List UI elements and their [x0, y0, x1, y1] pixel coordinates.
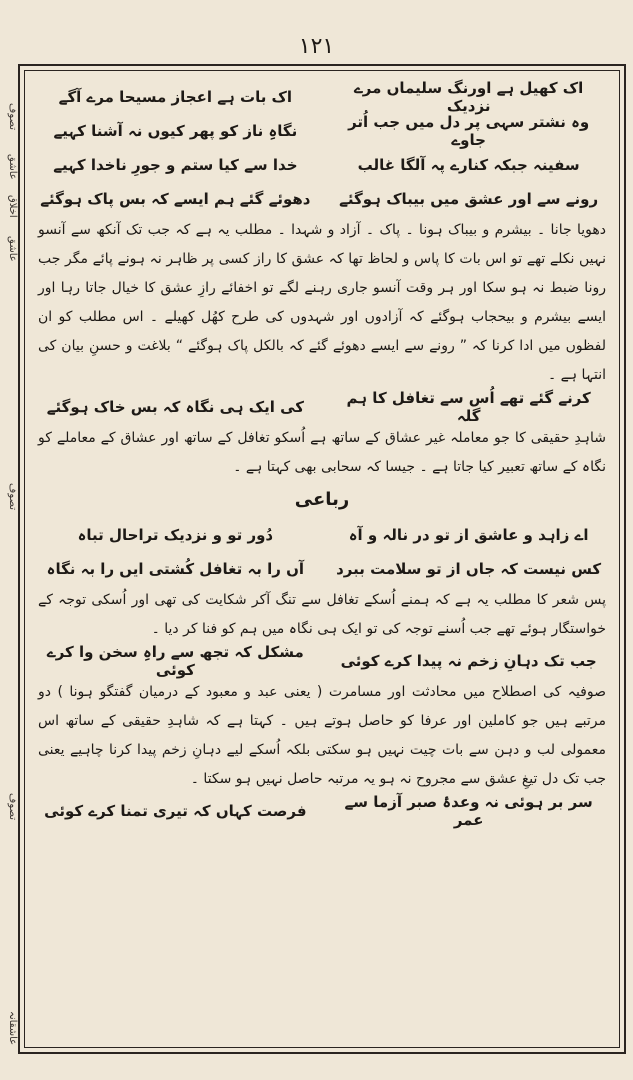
couplet: [34, 80, 610, 114]
rubai-heading: رباعی: [294, 489, 350, 510]
misra-right: وہ نشتر سہی پر دل میں جب اُتر جاوے: [348, 113, 590, 149]
misra-right: سر بر ہوئی نہ وعدۂ صبر آزما سے عمر: [344, 793, 593, 829]
misra-right: کرنے گئے تھے اُس سے تغافل کا ہم گلہ: [346, 389, 591, 425]
misra-left: آں را بہ تغافل کُشتی ایں را بہ نگاہ: [46, 560, 305, 578]
margin-note: تصوف: [7, 483, 18, 510]
margin-note: تصوف: [7, 793, 18, 820]
rubai-line: [34, 552, 610, 586]
margin-note: عاشقانہ: [7, 1010, 18, 1045]
misra-left: کی ایک ہی نگاہ کہ بس خاک ہوگئے: [46, 398, 305, 416]
misra-left: دُور تو و نزدیک تراحال تباہ: [77, 526, 274, 544]
couplet: [34, 148, 610, 182]
misra-right: کس نیست کہ جاں از تو سلامت ببرد: [336, 560, 602, 578]
commentary-paragraph: دھویا جانا ۔ بیشرم و بیباک ہونا ۔ پاک ۔ آزاد و شہدا ۔ مطلب یہ ہے کہ جب تک آنکھ سے آنسو نہیں نکلے تھے تو اس بات کا پاس و لحاظ تھا کہ عشق کا راز کسی پر ظاہر نہ ہونے پائے مگر جب رونا ضبط نہ ہو سکا اور ہر وقت آنسو جاری رہنے لگے تو اخفائے رازِ عشق کا خیال جاتا رہا اور ایسے بیشرم و بیحجاب ہوگئے کہ آزادوں اور شہدوں کی طرح کھُل کھیلے ۔ اس مطلب کو ان لفظوں میں ادا کرنا کہ ” رونے سے ایسے دھوئے گئے کہ بالکل پاک ہوگئے “ بلاغت و حسنِ بیان کی انتہا ہے ۔: [38, 222, 606, 383]
commentary-paragraph: شاہدِ حقیقی کا جو معاملہ غیر عشاق کے ساتھ ہے اُسکو تغافل کے ساتھ اور عشاق کے معاملے کو نگاہ کے ساتھ تعبیر کیا جاتا ہے ۔ جیسا کہ سحابی بھی کہتا ہے ۔: [38, 430, 606, 475]
misra-left: اک بات ہے اعجاز مسیحا مرے آگے: [58, 88, 293, 106]
couplet: [34, 794, 610, 828]
misra-left: خدا سے کیا ستم و جورِ ناخدا کہیے: [53, 156, 298, 174]
misra-right: رونے سے اور عشق میں بیباک ہوگئے: [339, 190, 599, 208]
page-content: [34, 80, 610, 1040]
misra-right: جب تک دہانِ زخم نہ پیدا کرے کوئی: [340, 652, 597, 670]
margin-note: تصوف: [7, 103, 18, 130]
margin-note: اخلاق: [7, 195, 18, 218]
misra-left: فرصت کہاں کہ تیری تمنا کرے کوئی: [44, 802, 307, 820]
misra-right: اک کھیل ہے اورنگ سلیماں مرے نزدیک: [353, 79, 584, 115]
page-number: ۱۲۱: [298, 34, 335, 59]
misra-right: سفینہ جبکہ کنارے پہ آلگا غالب: [357, 156, 580, 174]
commentary-paragraph: پس شعر کا مطلب یہ ہے کہ ہمنے اُسکے تغافل سے تنگ آکر شکایت کی تھی اور اُسکی توجہ کے خواستگار ہوئے تھے جب اُسنے توجہ کی تو ایک ہی نگاہ میں ہم کو فنا کر دیا ۔: [38, 592, 606, 637]
margin-note: عاشق: [7, 154, 18, 180]
couplet: [34, 182, 610, 216]
rubai-line: [34, 518, 610, 552]
misra-right: اے زاہد و عاشق از تو در نالہ و آہ: [348, 526, 589, 544]
misra-left: دھوئے گئے ہم ایسے کہ بس پاک ہوگئے: [40, 190, 311, 208]
margin-note: عاشق: [7, 236, 18, 262]
couplet: [34, 390, 610, 424]
misra-left: نگاہِ ناز کو پھر کیوں نہ آشنا کہیے: [53, 122, 298, 140]
couplet: [34, 114, 610, 148]
commentary-paragraph: صوفیہ کی اصطلاح میں محادثت اور مسامرت ( یعنی عبد و معبود کے درمیان گفتگو ہونا ) دو مرتبے ہیں جو کاملین اور عرفا کو حاصل ہوتے ہیں ۔ کہتا ہے کہ شاہدِ حقیقی کے ساتھ اس معمولی لب و دہن سے بات چیت نہیں ہو سکتی بلکہ اُسکے لیے دہانِ زخم پیدا کرنا چاہیے یعنی جب تک دل تیغِ عشق سے مجروح نہ ہو یہ مرتبہ حاصل نہیں ہو سکتا ۔: [38, 684, 606, 787]
misra-left: مشکل کہ تجھ سے راہِ سخن وا کرے کوئی: [46, 643, 304, 679]
couplet: [34, 644, 610, 678]
